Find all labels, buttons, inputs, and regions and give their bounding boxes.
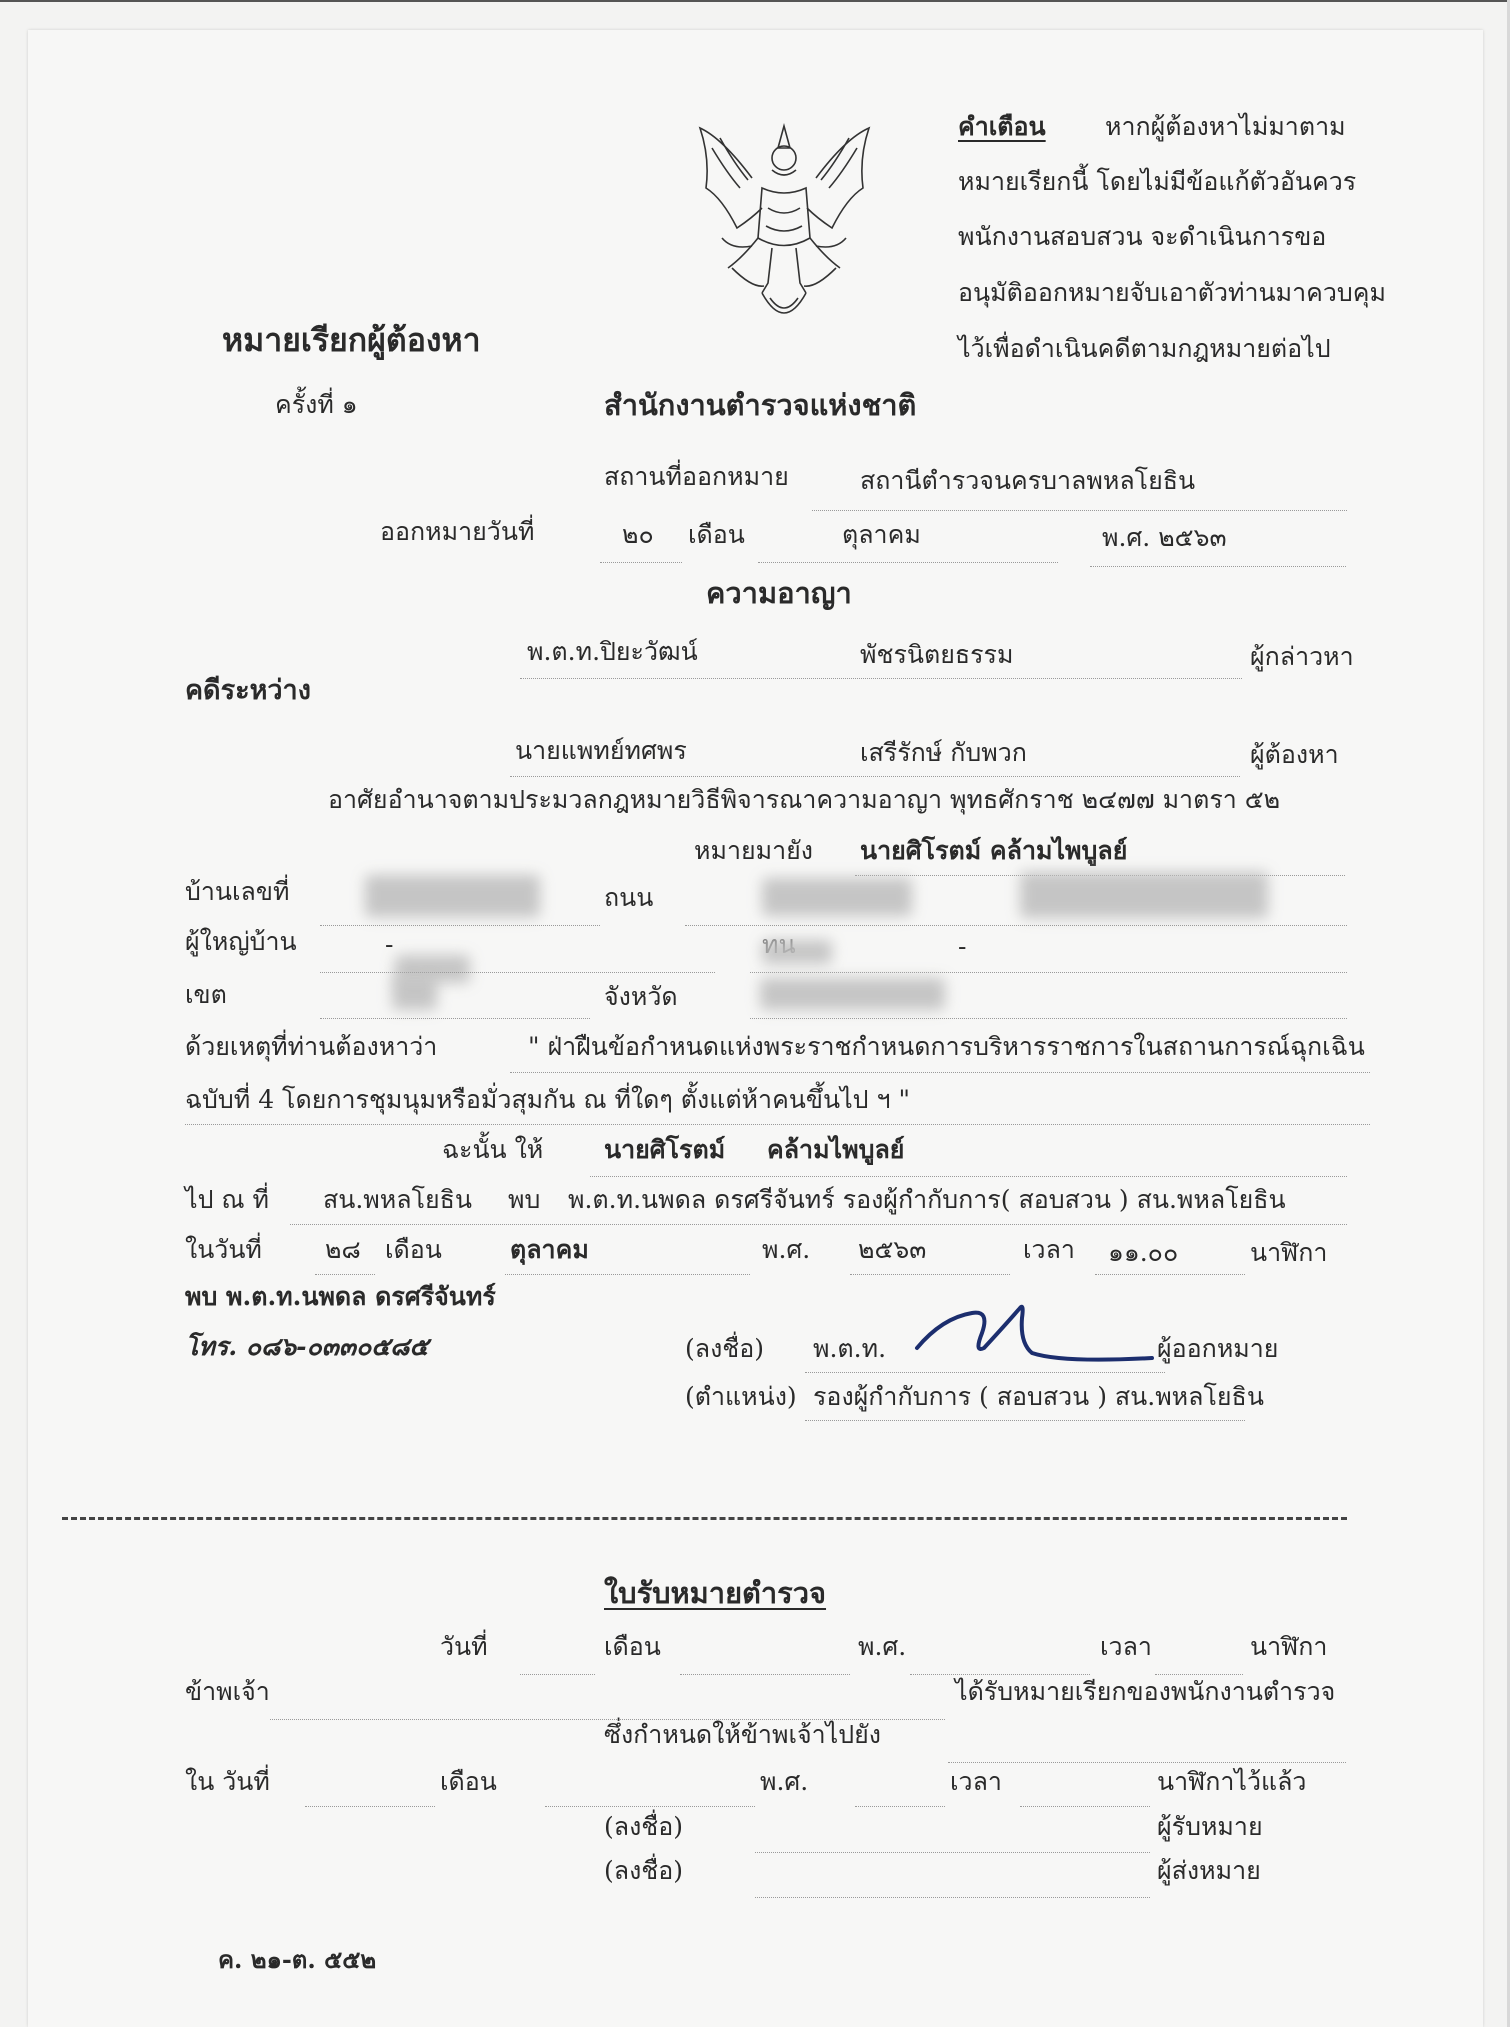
summon-to-value: นายศิโรตม์ คล้ามไพบูลย์ [860, 836, 1128, 865]
tear-off-divider [62, 1517, 1347, 1520]
issue-place-line [812, 510, 1347, 511]
case-between-label: คดีระหว่าง [185, 675, 311, 706]
district-line [320, 1018, 590, 1019]
summon-to-label: หมายมายัง [694, 836, 814, 865]
go-at-line [290, 1224, 1347, 1225]
warning-heading: คำเตือน [958, 112, 1046, 141]
receipt-time-line [1155, 1674, 1243, 1675]
contact-line: พบ พ.ต.ท.นพดล ดรศรีจันทร์ [185, 1282, 496, 1311]
therefore-label: ฉะนั้น ให้ [442, 1135, 544, 1164]
receipt-sign-label-1: (ลงชื่อ) [604, 1812, 684, 1841]
position-label: (ตำแหน่ง) [685, 1382, 797, 1411]
house-no-label: บ้านเลขที่ [185, 877, 290, 906]
on-time-label: เวลา [1023, 1235, 1075, 1264]
mid-line [750, 972, 1347, 973]
go-at-label: ไป ณ ที่ [185, 1185, 270, 1214]
sender-role: ผู้ส่งหมาย [1157, 1856, 1261, 1885]
position-value: รองผู้กำกับการ ( สอบสวน ) สน.พหลโยธิน [813, 1382, 1264, 1411]
therefore-name: นายศิโรตม์ [604, 1135, 726, 1164]
receipt-destination-line [948, 1762, 1346, 1763]
meet-value: พ.ต.ท.นพดล ดรศรีจันทร์ รองผู้กำกับการ( สอบสวน ) สน.พหลโยธิน [568, 1185, 1286, 1214]
receipt-day-line [520, 1674, 595, 1675]
road-line [685, 925, 1347, 926]
receipt-on-month-label: เดือน [440, 1767, 497, 1796]
issue-place-value: สถานีตำรวจนครบาลพหลโยธิน [860, 466, 1196, 495]
accuser-name: พ.ต.ท.ปิยะวัฒน์ [527, 637, 698, 666]
accuser-line [520, 678, 1242, 679]
receipt-on-day-line [305, 1806, 435, 1807]
on-time-line [1095, 1274, 1245, 1275]
mid-dash: - [958, 932, 967, 961]
garuda-emblem-icon [692, 118, 877, 333]
road-label: ถนน [604, 883, 654, 912]
issue-day-line [600, 562, 682, 563]
on-month: ตุลาคม [510, 1235, 589, 1264]
on-day: ๒๘ [325, 1235, 361, 1264]
receipt-on-day-label: ใน วันที่ [185, 1767, 270, 1796]
sign-label: (ลงชื่อ) [685, 1334, 765, 1363]
headman-dash: - [385, 930, 394, 959]
agency-name: สำนักงานตำรวจแห่งชาติ [604, 388, 917, 422]
accused-name: นายแพทย์ทศพร [515, 736, 687, 765]
time-count: ครั้งที่ ๑ [275, 390, 358, 419]
receipt-year-line [910, 1674, 1090, 1675]
redacted-road [762, 878, 912, 916]
on-year: ๒๕๖๓ [858, 1235, 927, 1264]
issuer-role: ผู้ออกหมาย [1157, 1334, 1279, 1363]
receipt-minute-label: นาฬิกา [1250, 1632, 1328, 1661]
issue-month: ตุลาคม [842, 520, 921, 549]
headman-label: ผู้ใหญ่บ้าน [185, 927, 297, 956]
issue-month-label: เดือน [688, 520, 745, 549]
redacted-district [392, 976, 437, 1010]
receipt-sign-label-2: (ลงชื่อ) [604, 1856, 684, 1885]
receipt-on-year-label: พ.ศ. [760, 1767, 809, 1796]
receipt-title: ใบรับหมายตำรวจ [604, 1576, 827, 1610]
law-reference: อาศัยอำนาจตามประมวลกฎหมายวิธีพิจารณาความอาญา พุทธศักราช ๒๔๗๗ มาตรา ๕๒ [328, 785, 1281, 814]
headman-line [320, 972, 715, 973]
meet-label: พบ [508, 1185, 541, 1214]
on-date-label: ในวันที่ [185, 1235, 262, 1264]
receipt-time-label: เวลา [1100, 1632, 1152, 1661]
on-day-line [315, 1274, 375, 1275]
reason-line-2-rule [185, 1124, 1370, 1125]
redacted-house-no [365, 875, 540, 917]
on-month-line [505, 1274, 750, 1275]
reason-line-2: ฉบับที่ 4 โดยการชุมนุมหรือมั่วสุมกัน ณ ที่ใดๆ ตั้งแต่ห้าคนขึ้นไป ฯ " [185, 1085, 910, 1114]
issue-place-label: สถานที่ออกหมาย [604, 462, 789, 491]
receipt-minute-done-label: นาฬิกาไว้แล้ว [1157, 1767, 1307, 1796]
warning-line-2: หมายเรียกนี้ โดยไม่มีข้อแก้ตัวอันควร [958, 167, 1357, 196]
receipt-assigned-text: ซึ่งกำหนดให้ข้าพเจ้าไปยัง [604, 1720, 881, 1749]
redacted-subdistrict [1020, 872, 1268, 918]
receipt-on-month-line [545, 1806, 755, 1807]
issue-year-line [1090, 566, 1346, 567]
therefore-surname: คล้ามไพบูลย์ [767, 1135, 905, 1164]
accused-role: ผู้ต้องหา [1250, 740, 1339, 769]
accuser-surname: พัชรนิตยธรรม [860, 640, 1014, 669]
case-type: ความอาญา [706, 576, 852, 610]
on-time: ๑๑.๐๐ [1108, 1238, 1179, 1267]
reason-line-1-rule [510, 1072, 1370, 1073]
go-at-value: สน.พหลโยธิน [323, 1185, 472, 1214]
receipt-on-year-line [855, 1806, 945, 1807]
receipt-on-time-line [1020, 1806, 1150, 1807]
redacted-subdistrict-2 [762, 940, 832, 964]
receipt-day-label: วันที่ [440, 1632, 488, 1661]
issue-year: พ.ศ. ๒๕๖๓ [1102, 523, 1227, 552]
accused-surname: เสรีรักษ์ กับพวก [860, 738, 1027, 767]
redacted-province [760, 978, 945, 1010]
position-line [805, 1420, 1245, 1421]
warning-line-1: หากผู้ต้องหาไม่มาตาม [1105, 112, 1346, 141]
sign-rank: พ.ต.ท. [813, 1334, 887, 1363]
reason-line-1: " ฝ่าฝืนข้อกำหนดแห่งพระราชกำหนดการบริหารราชการในสถานการณ์ฉุกเฉิน [528, 1032, 1365, 1061]
receipt-i-label: ข้าพเจ้า [185, 1677, 270, 1706]
top-border [0, 0, 1510, 2]
issue-date-label: ออกหมายวันที่ [380, 517, 535, 546]
receipt-month-line [680, 1674, 850, 1675]
warning-line-5: ไว้เพื่อดำเนินคดีตามกฎหมายต่อไป [958, 334, 1331, 363]
reason-label: ด้วยเหตุที่ท่านต้องหาว่า [185, 1032, 438, 1061]
receiver-role: ผู้รับหมาย [1157, 1812, 1263, 1841]
phone-line: โทร. ๐๘๖-๐๓๓๐๕๘๕ [185, 1332, 429, 1361]
issue-day: ๒๐ [622, 520, 654, 549]
receipt-month-label: เดือน [604, 1632, 661, 1661]
receipt-on-time-label: เวลา [950, 1767, 1002, 1796]
sign-line [805, 1372, 1165, 1373]
therefore-line [590, 1176, 1347, 1177]
form-code: ค. ๒๑-ต. ๕๕๒ [218, 1945, 377, 1974]
accuser-role: ผู้กล่าวหา [1250, 642, 1354, 671]
on-minute-label: นาฬิกา [1250, 1238, 1328, 1267]
on-year-line [850, 1274, 1010, 1275]
document-title: หมายเรียกผู้ต้องหา [222, 321, 481, 359]
receipt-received-text: ได้รับหมายเรียกของพนักงานตำรวจ [955, 1677, 1336, 1706]
accused-line [510, 776, 1240, 777]
receipt-year-label: พ.ศ. [858, 1632, 907, 1661]
receiver-sign-line [755, 1852, 1150, 1853]
province-label: จังหวัด [604, 982, 678, 1011]
issue-month-line [758, 562, 1058, 563]
on-year-label: พ.ศ. [762, 1235, 811, 1264]
warning-line-4: อนุมัติออกหมายจับเอาตัวท่านมาควบคุม [958, 278, 1386, 307]
house-no-line [320, 925, 600, 926]
province-line [750, 1018, 1347, 1019]
district-label: เขต [185, 980, 227, 1009]
sender-sign-line [755, 1897, 1150, 1898]
warning-line-3: พนักงานสอบสวน จะดำเนินการขอ [958, 222, 1327, 251]
issuer-signature [912, 1298, 1162, 1373]
on-month-label: เดือน [385, 1235, 442, 1264]
